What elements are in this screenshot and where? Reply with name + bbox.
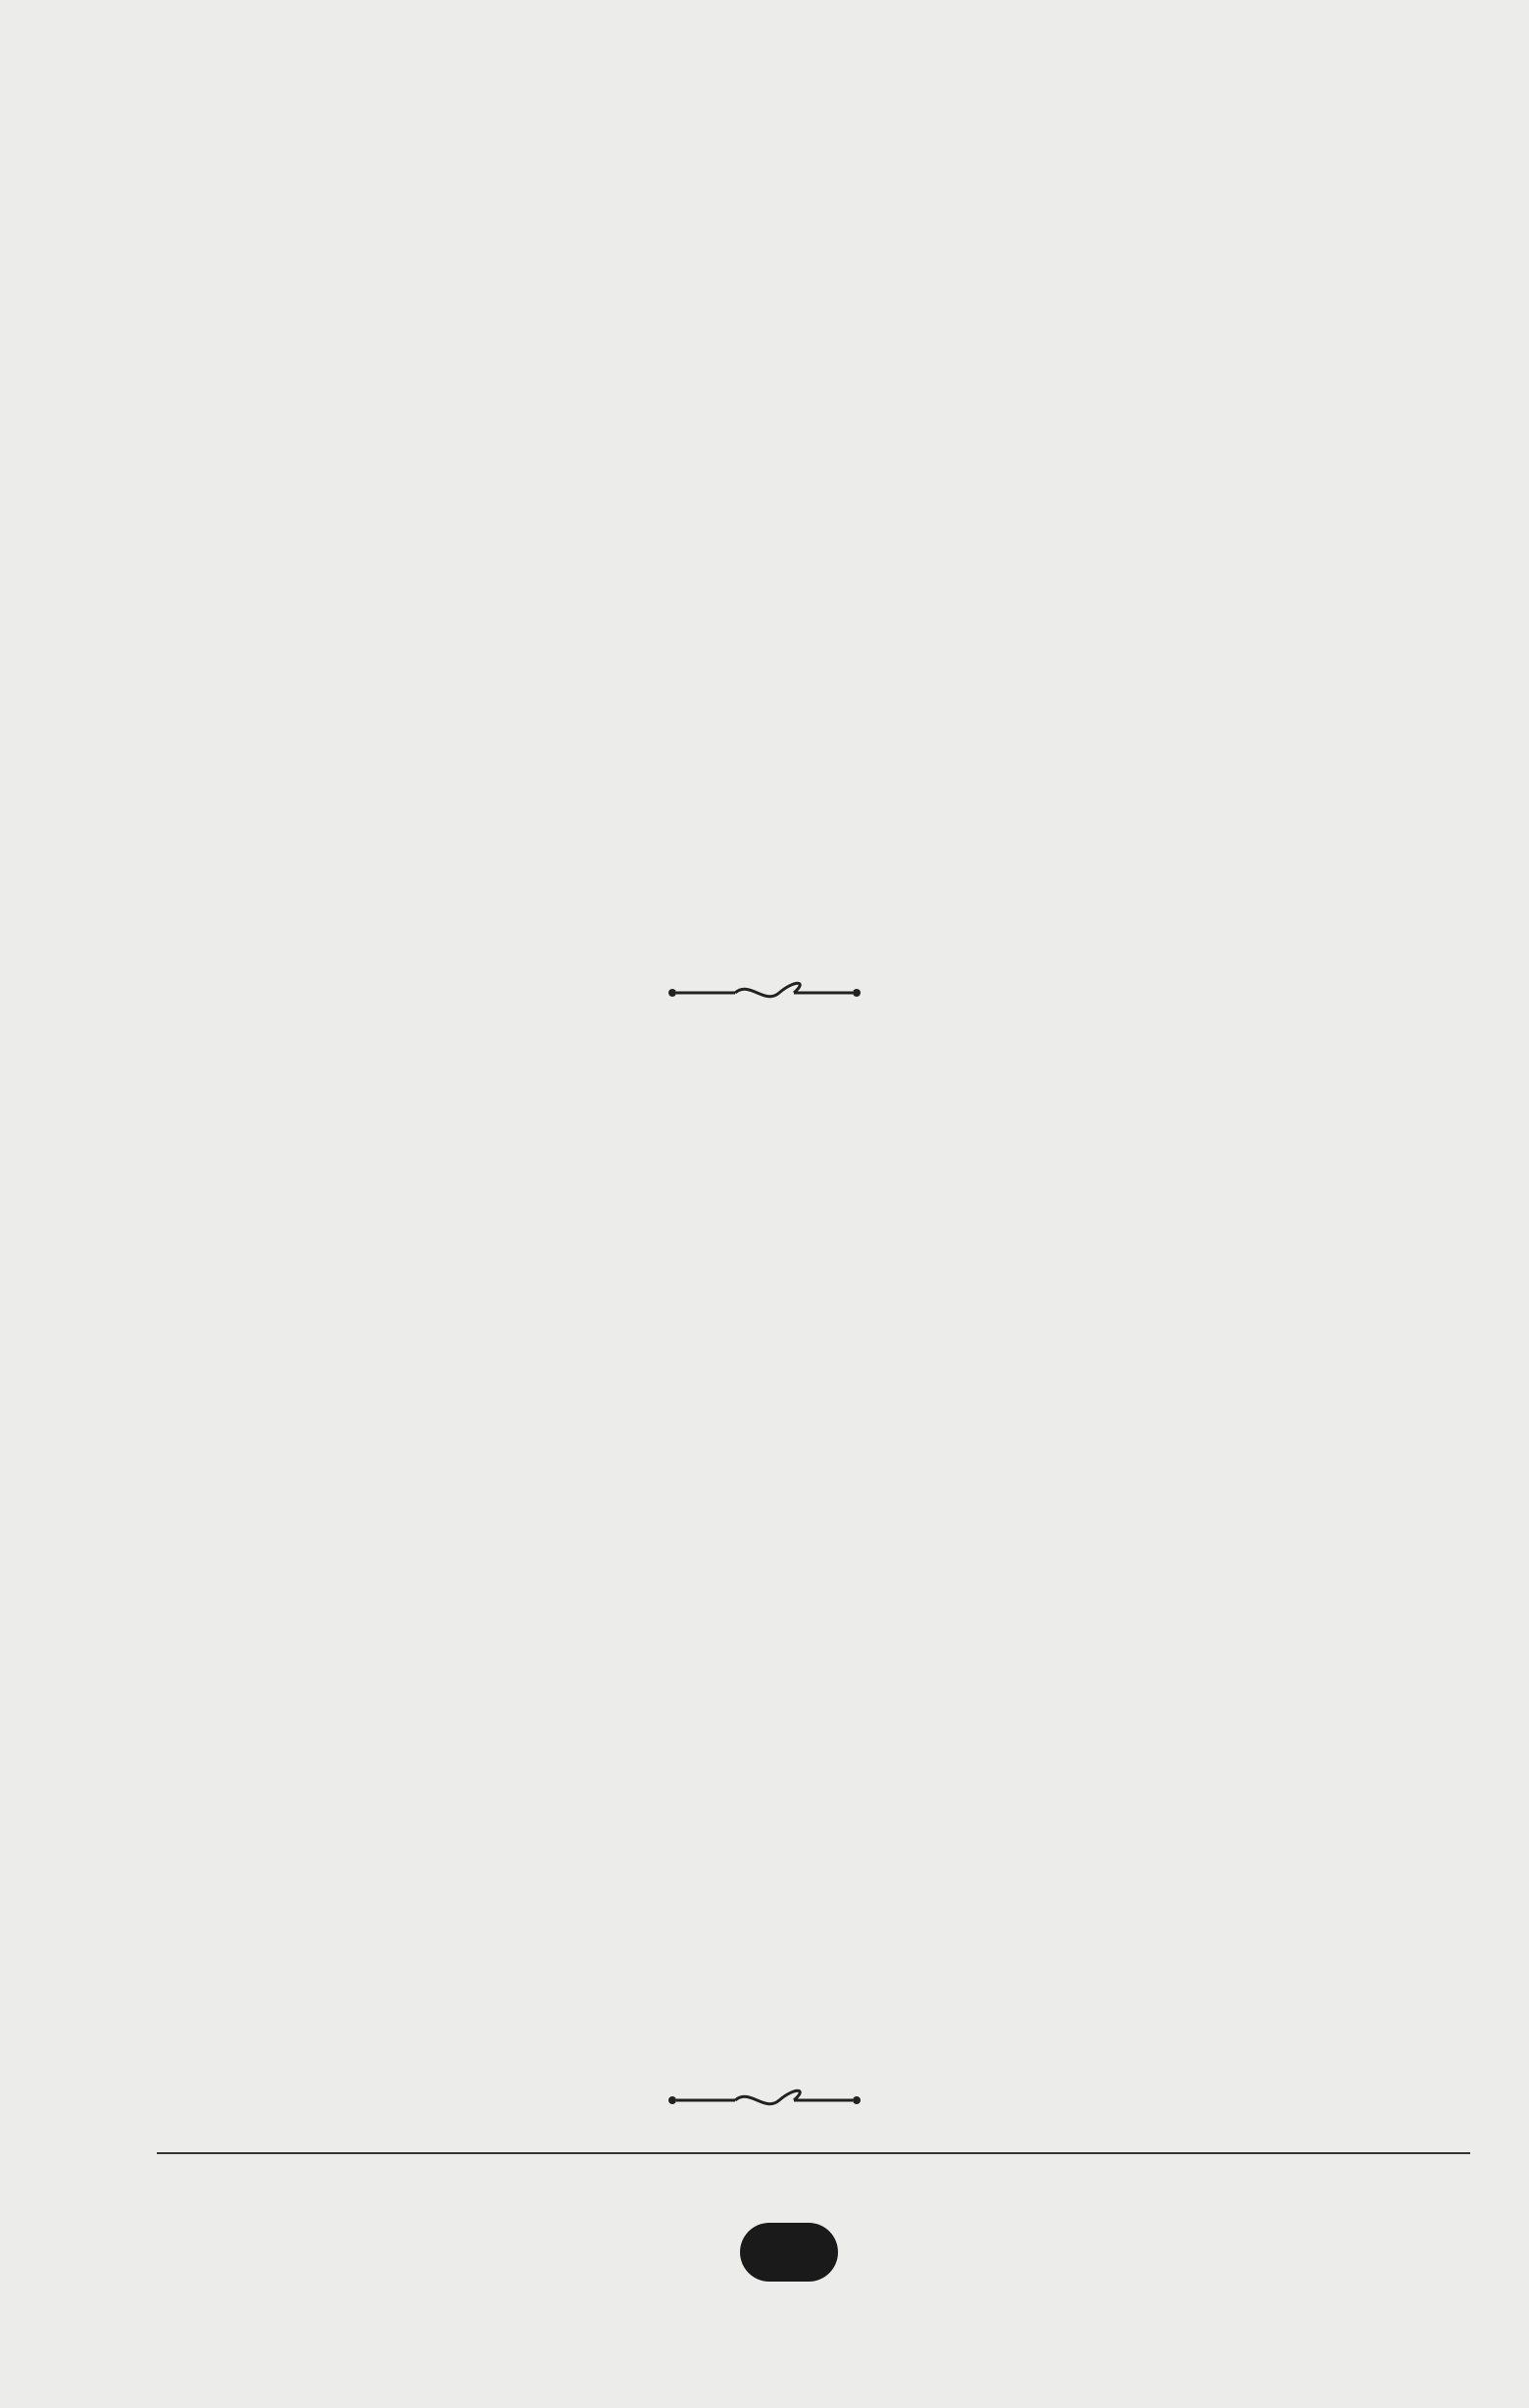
section-divider-2 <box>666 2086 863 2115</box>
bottom-ornament-border <box>127 2213 1451 2291</box>
section-divider-1 <box>666 978 863 1007</box>
footnote-rule <box>157 2152 1470 2154</box>
top-ornament-border <box>127 71 1451 149</box>
page-number <box>740 2223 838 2282</box>
